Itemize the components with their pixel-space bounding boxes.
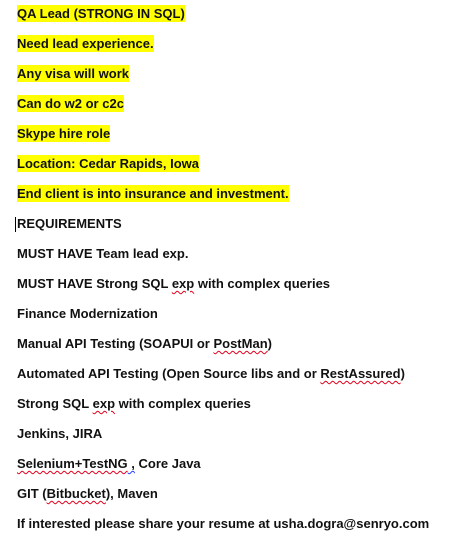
employment-type-note: Can do w2 or c2c — [17, 96, 124, 111]
highlighted-line — [17, 154, 453, 184]
requirement-automated-api-suffix: ) — [400, 366, 405, 381]
requirement-line — [17, 364, 453, 394]
text-cursor — [15, 217, 16, 232]
hire-type-note: Skype hire role — [17, 126, 111, 141]
requirements-heading: REQUIREMENTS — [17, 216, 122, 231]
contact-line — [17, 514, 453, 544]
requirement-manual-api-suffix: ) — [267, 336, 272, 351]
highlighted-line — [17, 94, 453, 124]
spelling-flagged-word[interactable]: RestAssured — [320, 366, 401, 381]
requirement-sql-prefix: MUST HAVE Strong SQL — [17, 276, 172, 291]
highlighted-line — [17, 184, 453, 214]
document-body[interactable] — [17, 4, 453, 544]
requirement-line — [17, 484, 453, 514]
experience-note: Need lead experience. — [17, 36, 154, 51]
requirement-jenkins: Jenkins, JIRA — [17, 426, 103, 441]
requirement-git-suffix: ), Maven — [105, 486, 158, 501]
requirements-heading-line — [17, 214, 453, 244]
requirement-git-prefix: GIT ( — [17, 486, 47, 501]
requirement-automated-api-prefix: Automated API Testing (Open Source libs and or — [17, 366, 321, 381]
highlighted-line — [17, 34, 453, 64]
highlighted-line — [17, 124, 453, 154]
requirement-manual-api-prefix: Manual API Testing (SOAPUI or — [17, 336, 214, 351]
requirement-selenium-suffix: Core Java — [134, 456, 201, 471]
location-note: Location: Cedar Rapids, Iowa — [17, 156, 200, 171]
requirement-line — [17, 304, 453, 334]
spelling-flagged-word[interactable]: PostMan — [213, 336, 268, 351]
requirement-sql-suffix: with complex queries — [194, 276, 331, 291]
spelling-flagged-word[interactable]: Bitbucket — [46, 486, 106, 501]
requirement-line — [17, 274, 453, 304]
end-client-note: End client is into insurance and investment. — [17, 186, 289, 201]
requirement-team-lead: MUST HAVE Team lead exp. — [17, 246, 189, 261]
highlighted-line — [17, 64, 453, 94]
requirement-line — [17, 394, 453, 424]
requirement-line — [17, 454, 453, 484]
contact-text: If interested please share your resume at usha.dogra@senryo.com — [17, 516, 430, 531]
requirement-line — [17, 424, 453, 454]
requirement-line — [17, 244, 453, 274]
requirement-line — [17, 334, 453, 364]
visa-note: Any visa will work — [17, 66, 129, 81]
highlighted-line — [17, 4, 453, 34]
requirement-strong-sql-prefix: Strong SQL — [17, 396, 93, 411]
spelling-flagged-word[interactable]: exp — [171, 276, 195, 291]
spelling-flagged-word[interactable]: Selenium+TestNG — [17, 456, 128, 471]
requirement-strong-sql-suffix: with complex queries — [115, 396, 251, 411]
requirement-finance: Finance Modernization — [17, 306, 158, 321]
spelling-flagged-word[interactable]: exp — [92, 396, 116, 411]
grammar-flagged-text[interactable]: , — [127, 456, 135, 471]
job-title: QA Lead (STRONG IN SQL) — [17, 6, 185, 21]
